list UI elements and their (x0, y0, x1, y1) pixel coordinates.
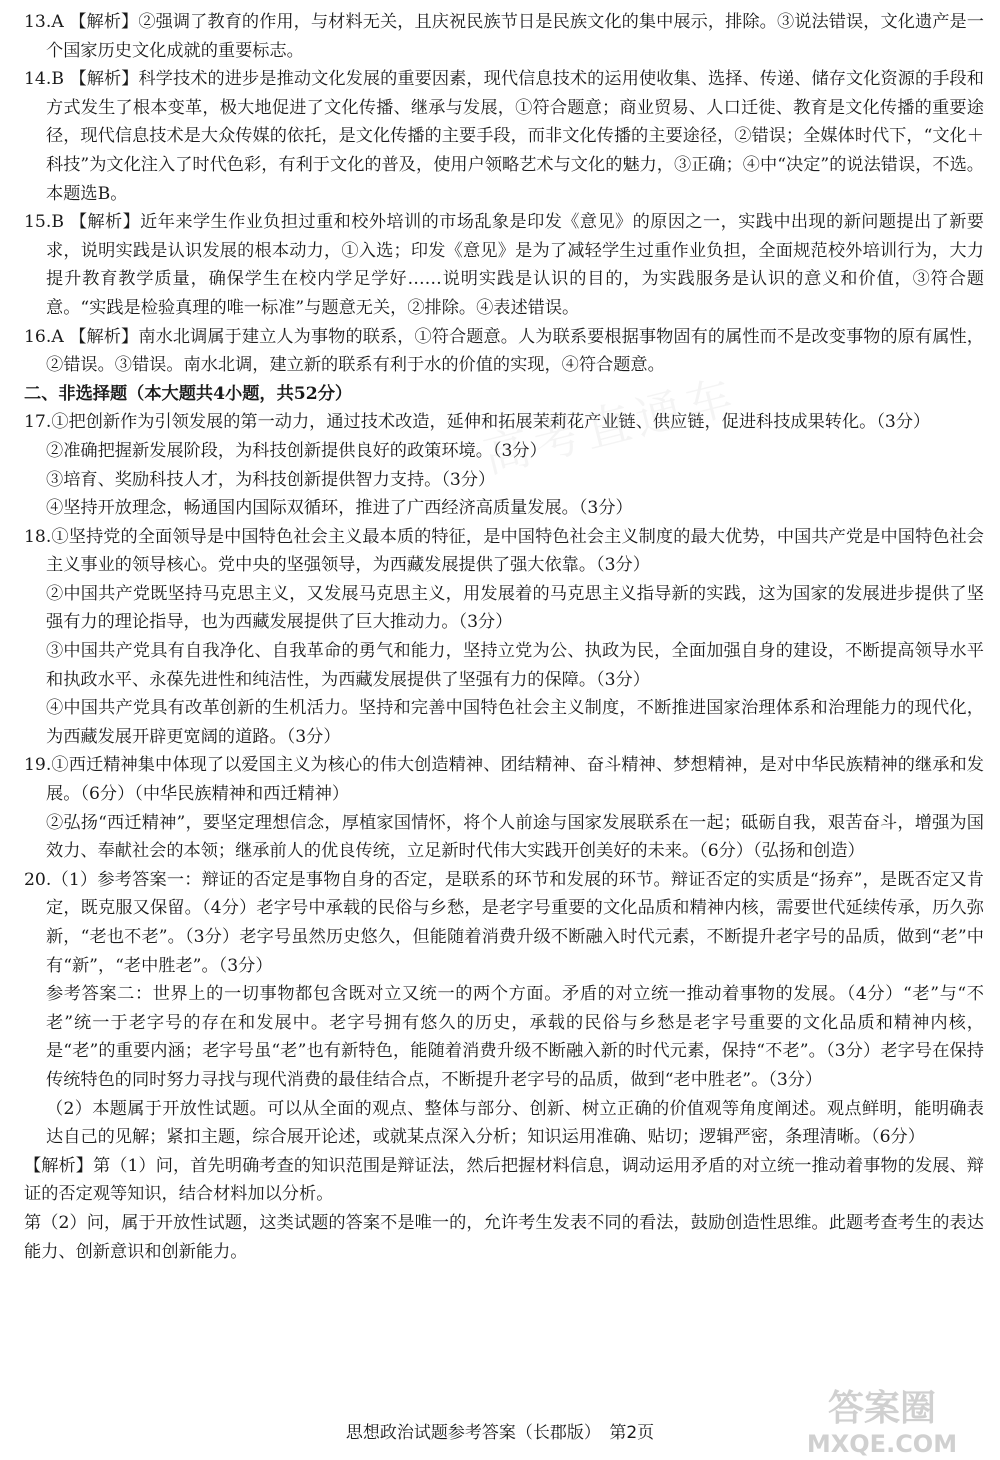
answer-19-point-1: 19.①西迁精神集中体现了以爱国主义为核心的伟大创造精神、团结精神、奋斗精神、梦想精神，是对中华民族精神的继承和发展。（6分）（中华民族精神和西迁精神） (24, 755, 984, 805)
answer-15: 15.B 【解析】近年来学生作业负担过重和校外培训的市场乱象是印发《意见》的原因之一，实践中出现的新问题提出了新要求，说明实践是认识发展的根本动力，①入选；印发《意见》是为了减轻学生过重作业负担，全面规范校外培训行为，大力提升教育教学质量，确保学生在校内学足学好……说明实践是认识的目的，为实践服务是认识的意义和价值，③符合题意。“实践是检验真理的唯一标准”与题意无关，②排除。④表述错误。 (24, 212, 984, 318)
watermark-logo-top: 答案圈 (827, 1388, 937, 1429)
answer-20-part-1-ref-2: 参考答案二：世界上的一切事物都包含既对立又统一的两个方面。矛盾的对立统一推动着事物的发展。（4分）“老”与“不老”统一于老字号的存在和发展中。老字号拥有悠久的历史，承载的民俗与乡愁是老字号重要的文化品质和精神内核，是“老”的重要内涵；老字号虽“老”也有新特色，能随着消费升级不断融入新的时代元素，保持“不老”。（3分）老字号在保持传统特色的同时努力寻找与现代消费的最佳结合点，不断提升老字号的品质，做到“老中胜老”。（3分） (46, 984, 984, 1090)
watermark-text: 高考直通车 (478, 368, 744, 484)
answer-13: 13.A 【解析】②强调了教育的作用，与材料无关，且庆祝民族节日是民族文化的集中展示，排除。③说法错误，文化遗产是一个国家历史文化成就的重要标志。 (24, 12, 984, 61)
answer-key-page (24, 8, 984, 1266)
answer-17-point-4: ④坚持开放理念，畅通国内国际双循环，推进了广西经济高质量发展。（3分） (46, 498, 633, 519)
answer-16: 16.A 【解析】南水北调属于建立人为事物的联系，①符合题意。人为联系要根据事物固有的属性而不是改变事物的原有属性，②错误。③错误。南水北调，建立新的联系有利于水的价值的实现，④符合题意。 (24, 326, 984, 376)
analysis-part-2: 第（2）问，属于开放性试题，这类试题的答案不是唯一的，允许考生发表不同的看法，鼓励创造性思维。此题考查考生的表达能力、创新意识和创新能力。 (24, 1212, 984, 1262)
analysis-part-1: 【解析】第（1）问，首先明确考查的知识范围是辩证法，然后把握材料信息，调动运用矛盾的对立统一推动着事物的发展、辩证的否定观等知识，结合材料加以分析。 (24, 1155, 984, 1205)
answer-17-point-2: ②准确把握新发展阶段，为科技创新提供良好的政策环境。（3分） (46, 440, 547, 461)
answer-20-part-2: （2）本题属于开放性试题。可以从全面的观点、整体与部分、创新、树立正确的价值观等角度阐述。观点鲜明，能明确表达自己的见解；紧扣主题，综合展开论述，或就某点深入分析；知识运用准确、贴切；逻辑严密，条理清晰。（6分） (46, 1098, 984, 1148)
section-title: 二、非选择题（本大题共4小题，共52分） (24, 383, 353, 404)
answer-17-point-3: ③培育、奖励科技人才，为科技创新提供智力支持。（3分） (46, 469, 496, 490)
answer-20-part-1-ref-1: 20.（1）参考答案一：辩证的否定是事物自身的否定，是联系的环节和发展的环节。辩证否定的实质是“扬弃”，是既否定又肯定，既克服又保留。（4分）老字号中承载的民俗与乡愁，是老字号重要的文化品质和精神内核，需要世代延续传承，历久弥新，“老也不老”。（3分）老字号虽然历史悠久，但能随着消费升级不断融入时代元素，不断提升老字号的品质，做到“老”中有“新”，“老中胜老”。（3分） (24, 869, 984, 976)
answer-19-point-2: ②弘扬“西迁精神”，要坚定理想信念，厚植家国情怀，将个人前途与国家发展联系在一起；砥砺自我，艰苦奋斗，增强为国效力、奉献社会的本领；继承前人的优良传统，立足新时代伟大实践开创美好的未来。（6分）（弘扬和创造） (46, 812, 984, 862)
answer-14: 14.B 【解析】科学技术的进步是推动文化发展的重要因素，现代信息技术的运用使收集、选择、传递、储存文化资源的手段和方式发生了根本变革，极大地促进了文化传播、继承与发展，①符合题意；商业贸易、人口迁徙、教育是文化传播的重要途径，现代信息技术是大众传媒的依托，是文化传播的主要手段，而非文化传播的主要途径，②错误；全媒体时代下，“文化＋科技”为文化注入了时代色彩，有利于文化的普及，使用户领略艺术与文化的魅力，③正确；④中“决定”的说法错误，不选。本题选B。 (24, 69, 984, 204)
answer-18-point-1: 18.①坚持党的全面领导是中国特色社会主义最本质的特征，是中国特色社会主义制度的最大优势，中国共产党是中国特色社会主义事业的领导核心。党中央的坚强领导，为西藏发展提供了强大依靠。（3分） (24, 526, 984, 576)
answer-18-point-4: ④中国共产党具有改革创新的生机活力。坚持和完善中国特色社会主义制度，不断推进国家治理体系和治理能力的现代化，为西藏发展开辟更宽阔的道路。（3分） (46, 698, 984, 747)
watermark-logo-bottom: MXQE.COM (806, 1430, 958, 1458)
page-footer: 思想政治试题参考答案（长郡版） 第2页 (345, 1423, 655, 1443)
answer-18-point-2: ②中国共产党既坚持马克思主义，又发展马克思主义，用发展着的马克思主义指导新的实践，这为国家的发展进步提供了坚强有力的理论指导，也为西藏发展提供了巨大推动力。（3分） (46, 583, 984, 633)
answer-17-point-1: 17.①把创新作为引领发展的第一动力，通过技术改造，延伸和拓展茉莉花产业链、供应链，促进科技成果转化。（3分） (24, 412, 931, 433)
answer-18-point-3: ③中国共产党具有自我净化、自我革命的勇气和能力，坚持立党为公、执政为民，全面加强自身的建设，不断提高领导水平和执政水平、永葆先进性和纯洁性，为西藏发展提供了坚强有力的保障。（3分） (46, 641, 984, 690)
